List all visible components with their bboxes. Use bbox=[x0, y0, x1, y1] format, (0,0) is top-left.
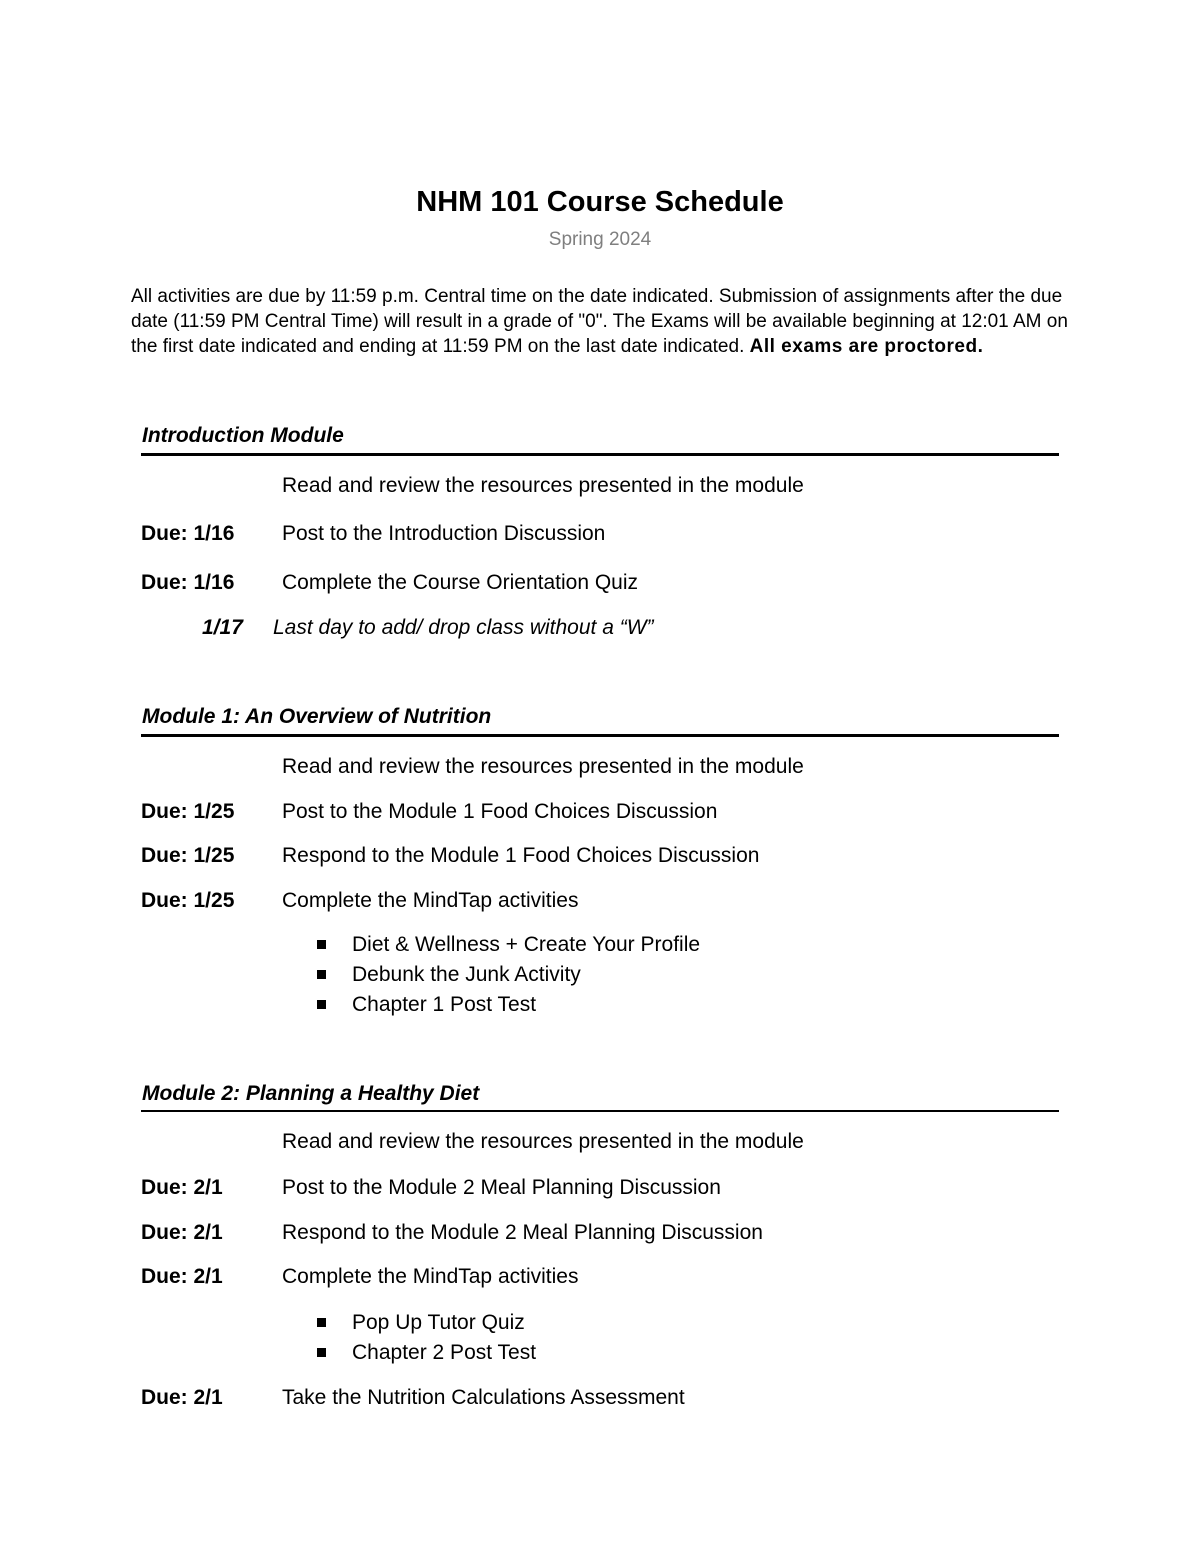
section-heading-intro: Introduction Module bbox=[142, 424, 344, 447]
note-text: Last day to add/ drop class without a “W” bbox=[273, 616, 654, 639]
due-date: Due: 1/16 bbox=[141, 522, 235, 545]
task-text: Complete the MindTap activities bbox=[282, 1265, 579, 1288]
section-rule bbox=[141, 453, 1059, 456]
bullet-icon bbox=[317, 1348, 326, 1357]
task-text: Take the Nutrition Calculations Assessment bbox=[282, 1386, 685, 1409]
page-title: NHM 101 Course Schedule bbox=[416, 186, 784, 218]
due-date: Due: 1/25 bbox=[141, 800, 235, 823]
task-text: Respond to the Module 2 Meal Planning Discussion bbox=[282, 1221, 763, 1244]
bullet-item: Diet & Wellness + Create Your Profile bbox=[352, 933, 701, 956]
note-date: 1/17 bbox=[202, 616, 243, 639]
bullet-item: Pop Up Tutor Quiz bbox=[352, 1311, 525, 1334]
section-heading-module-2: Module 2: Planning a Healthy Diet bbox=[142, 1082, 480, 1105]
bullet-item: Chapter 2 Post Test bbox=[352, 1341, 537, 1364]
task-text: Respond to the Module 1 Food Choices Discussion bbox=[282, 844, 760, 867]
bullet-icon bbox=[317, 1318, 326, 1327]
due-date: Due: 2/1 bbox=[141, 1265, 223, 1288]
intro-bold-text: All exams are proctored. bbox=[749, 336, 984, 357]
due-date: Due: 1/25 bbox=[141, 889, 235, 912]
task-text: Post to the Module 2 Meal Planning Discussion bbox=[282, 1176, 721, 1199]
due-date: Due: 1/25 bbox=[141, 844, 235, 867]
task-text: Post to the Module 1 Food Choices Discussion bbox=[282, 800, 718, 823]
due-date: Due: 2/1 bbox=[141, 1386, 223, 1409]
bullet-item: Chapter 1 Post Test bbox=[352, 993, 537, 1016]
bullet-icon bbox=[317, 970, 326, 979]
task-text: Complete the MindTap activities bbox=[282, 889, 579, 912]
intro-text: All activities are due by 11:59 p.m. Central time on the date indicated. Submission of assignments after the due date (11:59 PM Central Time) will result in a grade of "0". The Exams will be available beginning at 12:01 AM on the first date indicated and ending at 11:59 PM on the last date indicated. bbox=[131, 286, 1068, 357]
read-review-text: Read and review the resources presented in the module bbox=[282, 1130, 804, 1153]
intro-paragraph bbox=[131, 284, 1071, 359]
section-rule bbox=[141, 1110, 1059, 1112]
bullet-icon bbox=[317, 940, 326, 949]
section-heading-module-1: Module 1: An Overview of Nutrition bbox=[142, 705, 492, 728]
task-text: Complete the Course Orientation Quiz bbox=[282, 571, 639, 594]
section-rule bbox=[141, 734, 1059, 737]
due-date: Due: 1/16 bbox=[141, 571, 235, 594]
due-date: Due: 2/1 bbox=[141, 1221, 223, 1244]
read-review-text: Read and review the resources presented in the module bbox=[282, 474, 804, 497]
due-date: Due: 2/1 bbox=[141, 1176, 223, 1199]
task-text: Post to the Introduction Discussion bbox=[282, 522, 606, 545]
read-review-text: Read and review the resources presented in the module bbox=[282, 755, 804, 778]
page-subtitle: Spring 2024 bbox=[548, 229, 652, 250]
bullet-icon bbox=[317, 1000, 326, 1009]
bullet-item: Debunk the Junk Activity bbox=[352, 963, 581, 986]
